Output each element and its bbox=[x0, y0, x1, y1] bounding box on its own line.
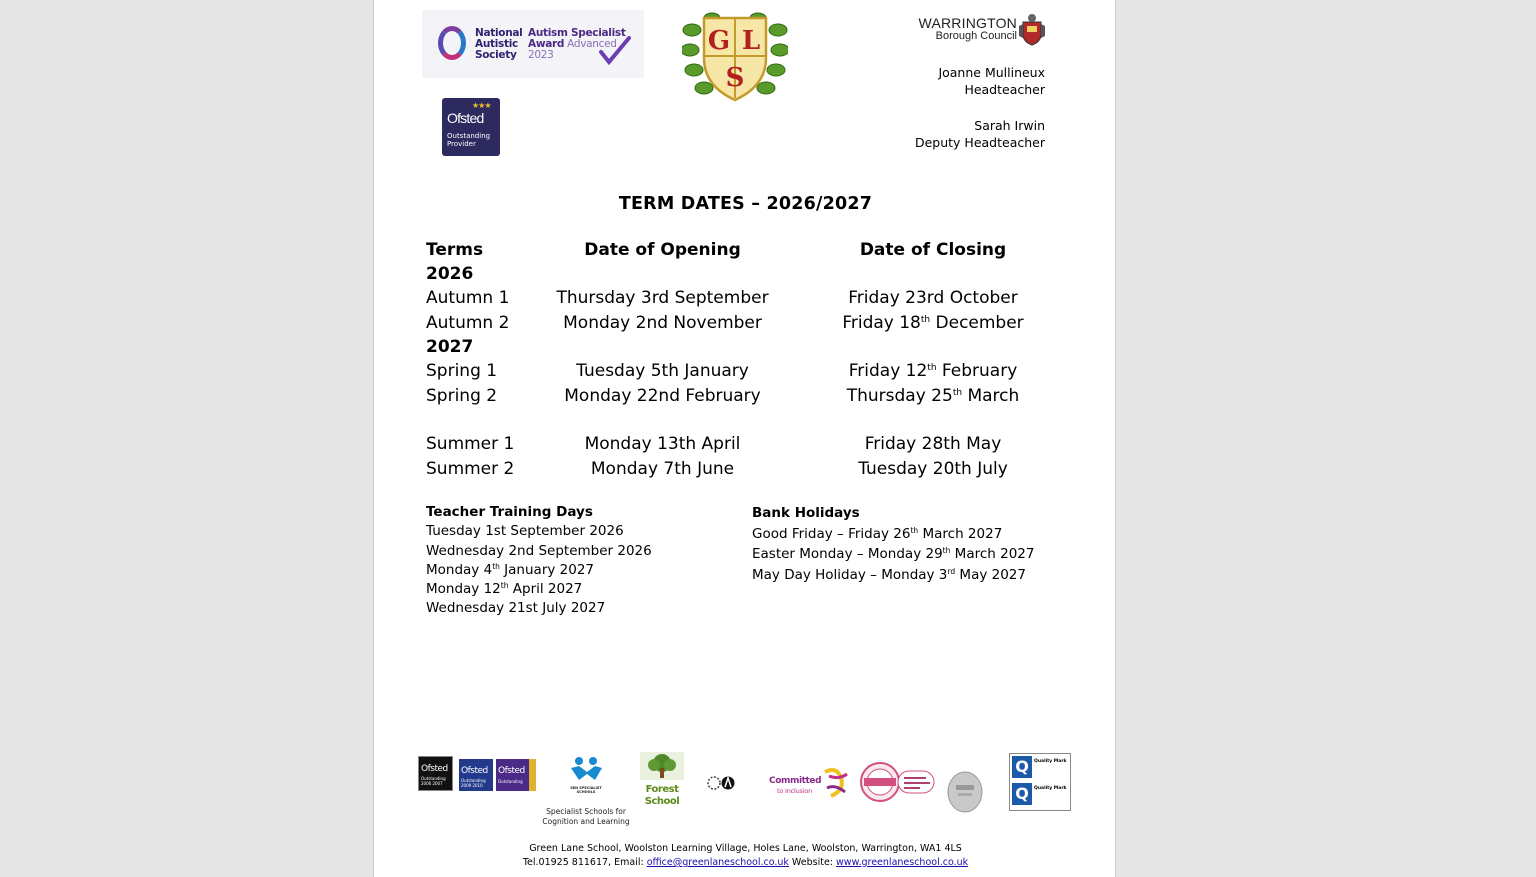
ordinal-suffix: th bbox=[920, 315, 931, 325]
term-name: Summer 1 bbox=[426, 434, 515, 454]
ordinal-suffix: th bbox=[942, 546, 951, 555]
sen-specialist-logo bbox=[562, 756, 610, 796]
nas-award-year: 2023 bbox=[528, 49, 554, 61]
term-name: Spring 1 bbox=[426, 361, 498, 381]
people-icon bbox=[562, 756, 610, 782]
staff-role: Deputy Headteacher bbox=[914, 135, 1045, 150]
opening-date: Monday 22nd February bbox=[564, 386, 761, 406]
footer-website-label: Website: bbox=[788, 857, 837, 868]
document-page bbox=[373, 0, 1116, 877]
crest-letter: L bbox=[741, 26, 761, 56]
list-item bbox=[426, 599, 652, 618]
opening-date: Monday 13th April bbox=[584, 434, 741, 454]
table-row bbox=[374, 361, 1117, 385]
council-subtitle: Borough Council bbox=[935, 30, 1017, 42]
ofsted-subtitle bbox=[447, 132, 490, 148]
closing-date bbox=[794, 313, 1072, 333]
table-header-row bbox=[374, 240, 1117, 264]
nas-org-line: National bbox=[475, 27, 523, 39]
list-item bbox=[752, 544, 1034, 565]
closing-date-text: Tuesday 20th July bbox=[858, 459, 1008, 479]
badge-title: Ofsted bbox=[498, 766, 525, 776]
bank-holidays-section bbox=[752, 503, 1034, 585]
list-item-text: Good Friday – Friday 26 bbox=[752, 525, 911, 542]
ofsted-sub-line: Provider bbox=[447, 140, 476, 148]
email-link[interactable]: office@greenlaneschool.co.uk bbox=[646, 857, 789, 868]
forest-school-logo bbox=[640, 752, 684, 810]
silver-award-icon bbox=[947, 771, 983, 813]
badge-subtitle: to Inclusion bbox=[777, 787, 813, 795]
list-item bbox=[752, 524, 1034, 545]
closing-date bbox=[794, 386, 1072, 406]
header-opening: Date of Opening bbox=[584, 240, 741, 260]
headteacher-block bbox=[938, 64, 1045, 98]
nas-award-level: Advanced bbox=[567, 38, 617, 50]
nas-award-line: Award bbox=[528, 38, 565, 50]
badge-title: Ofsted bbox=[421, 764, 448, 774]
list-item-text: March 2027 bbox=[950, 546, 1035, 562]
quality-q-icon: Q bbox=[1012, 783, 1032, 805]
page-title: TERM DATES – 2026/2027 bbox=[618, 194, 873, 214]
badge-label: SEN SPECIALIST SCHOOLS bbox=[570, 786, 602, 794]
school-crest-logo bbox=[682, 10, 788, 104]
list-item bbox=[752, 565, 1034, 586]
list-item-text: May Day Holiday – Monday 3 bbox=[752, 566, 948, 583]
ordinal-suffix: th bbox=[927, 363, 937, 373]
list-item-text: January 2027 bbox=[499, 561, 595, 578]
year-row bbox=[374, 264, 1117, 288]
year-label: 2026 bbox=[426, 264, 474, 284]
list-item-text: March 2027 bbox=[918, 525, 1003, 542]
nas-ring-icon bbox=[438, 26, 466, 60]
footer-contact bbox=[374, 842, 1117, 870]
year-label: 2027 bbox=[426, 337, 474, 357]
closing-date-month: February bbox=[936, 361, 1018, 381]
term-name: Spring 2 bbox=[426, 386, 498, 406]
closing-date-month: December bbox=[930, 313, 1024, 333]
staff-name: Sarah Irwin bbox=[974, 118, 1045, 133]
nas-org-name bbox=[475, 28, 522, 61]
badge-subtitle: Outstanding bbox=[498, 779, 523, 784]
closing-date-text: Thursday 25 bbox=[846, 386, 953, 406]
badge-title: Ofsted bbox=[461, 766, 488, 776]
header-terms: Terms bbox=[426, 240, 484, 260]
badge-sub-line: 2009 2010 bbox=[461, 783, 483, 788]
council-name: WARRINGTON bbox=[918, 15, 1017, 31]
staff-role: Headteacher bbox=[964, 82, 1045, 97]
closing-date bbox=[794, 459, 1072, 479]
table-row bbox=[374, 459, 1117, 483]
website-link[interactable]: www.greenlaneschool.co.uk bbox=[836, 857, 969, 868]
sen-caption bbox=[536, 807, 636, 827]
term-name: Summer 2 bbox=[426, 459, 515, 479]
closing-date bbox=[794, 288, 1072, 308]
table-row bbox=[374, 288, 1117, 312]
committed-inclusion-logo bbox=[769, 766, 851, 800]
caption-line: Specialist Schools for bbox=[546, 807, 626, 816]
nas-award-line: Autism Specialist bbox=[528, 27, 626, 39]
deputy-headteacher-block bbox=[915, 117, 1045, 151]
nas-org-line: Autistic bbox=[475, 38, 518, 50]
crest-letter: G bbox=[707, 26, 731, 56]
awards-icons bbox=[707, 774, 735, 792]
ordinal-suffix: rd bbox=[947, 566, 956, 576]
closing-date-text: Friday 23rd October bbox=[848, 288, 1018, 308]
opening-date: Monday 2nd November bbox=[563, 313, 762, 333]
year-row bbox=[374, 337, 1117, 361]
badge-label: Quality Mark bbox=[1034, 786, 1067, 791]
list-item-text: Wednesday 21st July 2027 bbox=[426, 600, 606, 617]
header-closing: Date of Closing bbox=[859, 240, 1007, 260]
check-icon bbox=[599, 36, 631, 68]
ofsted-badge-2006 bbox=[418, 756, 453, 791]
closing-date-text: Friday 28th May bbox=[864, 434, 1002, 454]
badge-subtitle bbox=[461, 778, 486, 788]
inclusion-swirl-icon bbox=[821, 766, 851, 800]
forest-line: School bbox=[644, 796, 680, 807]
footer-address: Green Lane School, Woolston Learning Village, Holes Lane, Woolston, Warrington, WA1 4LS bbox=[529, 843, 962, 854]
ordinal-suffix: th bbox=[492, 561, 500, 571]
staff-name: Joanne Mullineux bbox=[938, 65, 1045, 80]
stars-icon: ★★★ bbox=[472, 101, 491, 110]
list-item-text: April 2027 bbox=[508, 581, 583, 598]
table-row bbox=[374, 313, 1117, 337]
section-heading: Teacher Training Days bbox=[426, 504, 593, 520]
badge-label: Quality Mark bbox=[1034, 759, 1067, 764]
section-heading: Bank Holidays bbox=[752, 505, 860, 521]
ofsted-badge-outstanding bbox=[496, 759, 536, 791]
badge-sub-line: 2006 2007 bbox=[421, 781, 443, 786]
list-item-text: Monday 4 bbox=[426, 561, 493, 578]
ofsted-sub-line: Outstanding bbox=[447, 132, 491, 140]
footer-contact-line bbox=[374, 856, 1117, 870]
ordinal-suffix: th bbox=[910, 525, 919, 535]
list-item-text: Monday 12 bbox=[426, 581, 501, 598]
closing-date-text: Friday 12 bbox=[848, 361, 928, 381]
badge-title: Committed bbox=[769, 776, 822, 786]
term-name: Autumn 2 bbox=[426, 313, 510, 333]
closing-date bbox=[794, 434, 1072, 454]
accreditation-badge bbox=[858, 761, 936, 803]
term-name: Autumn 1 bbox=[426, 288, 510, 308]
list-item-text: Easter Monday – Monday 29 bbox=[752, 546, 943, 562]
list-item-text: Wednesday 2nd September 2026 bbox=[426, 542, 652, 559]
opening-date: Tuesday 5th January bbox=[576, 361, 749, 381]
opening-date: Monday 7th June bbox=[590, 459, 735, 479]
table-row bbox=[374, 386, 1117, 410]
ordinal-suffix: th bbox=[500, 581, 509, 591]
closing-date bbox=[794, 361, 1072, 381]
closing-date-month: March bbox=[962, 386, 1020, 406]
list-item-text: May 2027 bbox=[955, 566, 1026, 583]
training-days-section bbox=[426, 503, 652, 619]
ofsted-name: Ofsted bbox=[447, 110, 484, 126]
caption-line: Cognition and Learning bbox=[542, 817, 630, 826]
list-item bbox=[426, 522, 652, 541]
opening-date: Thursday 3rd September bbox=[556, 288, 769, 308]
crest-letter: S bbox=[725, 63, 745, 93]
table-row bbox=[374, 434, 1117, 458]
quality-q-icon: Q bbox=[1012, 756, 1032, 778]
forest-line: Forest bbox=[645, 784, 679, 795]
badge-subtitle bbox=[421, 776, 446, 786]
nas-award-logo bbox=[422, 10, 644, 78]
list-item bbox=[426, 580, 652, 599]
ordinal-suffix: th bbox=[952, 388, 963, 398]
list-item bbox=[426, 561, 652, 580]
nas-org-line: Society bbox=[475, 49, 517, 61]
list-item bbox=[426, 542, 652, 561]
badge-stripe bbox=[529, 759, 536, 791]
quality-mark-badges bbox=[1009, 753, 1071, 811]
tree-icon bbox=[640, 752, 684, 780]
closing-date-text: Friday 18 bbox=[842, 313, 921, 333]
ofsted-badge-2009 bbox=[459, 759, 493, 791]
forest-school-text bbox=[640, 784, 684, 808]
ofsted-logo bbox=[442, 98, 500, 156]
badge-sub-line: Outstanding bbox=[461, 778, 486, 783]
list-item-text: Tuesday 1st September 2026 bbox=[426, 523, 624, 540]
tiny-text-block bbox=[736, 776, 766, 788]
badge-sub-line: Outstanding bbox=[421, 776, 446, 781]
coat-of-arms-icon bbox=[1019, 12, 1045, 46]
footer-tel: Tel.01925 811617, Email: bbox=[522, 857, 647, 868]
council-logo bbox=[905, 12, 1045, 46]
